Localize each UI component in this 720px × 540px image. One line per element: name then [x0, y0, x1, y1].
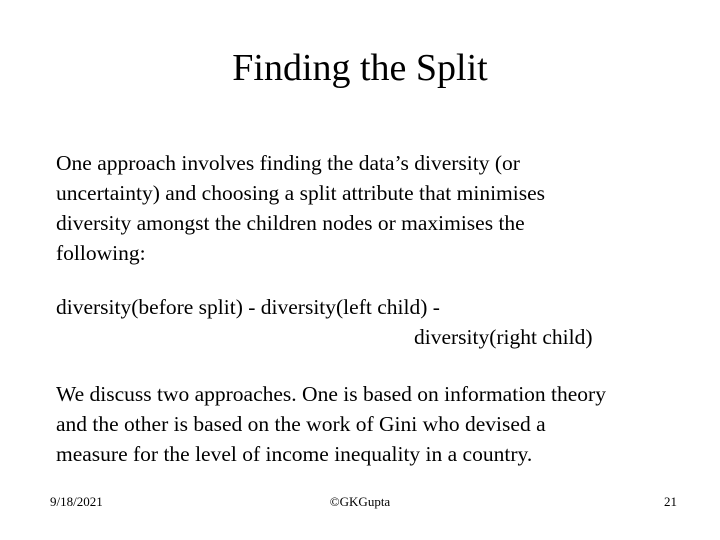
intro-line-2: uncertainty) and choosing a split attribute that minimises	[56, 181, 546, 205]
slide-title: Finding the Split	[232, 47, 488, 89]
intro-line-4: following:	[56, 241, 146, 265]
footer-date: 9/18/2021	[50, 494, 103, 509]
approaches-line-2: and the other is based on the work of Gini who devised a	[56, 412, 546, 436]
intro-line-3: diversity amongst the children nodes or maximises the	[56, 211, 525, 235]
approaches-line-1: We discuss two approaches. One is based on information theory	[56, 382, 606, 406]
formula-line-2: diversity(right child)	[414, 325, 593, 349]
intro-paragraph	[56, 148, 696, 268]
formula-line-1: diversity(before split) - diversity(left child) -	[56, 295, 440, 319]
footer-page-number: 21	[664, 494, 677, 509]
approaches-paragraph	[56, 379, 696, 469]
footer-copyright: ©GKGupta	[329, 494, 391, 509]
approaches-line-3: measure for the level of income inequality in a country.	[56, 442, 533, 466]
intro-line-1: One approach involves finding the data’s diversity (or	[56, 151, 520, 175]
diversity-formula	[56, 292, 696, 352]
